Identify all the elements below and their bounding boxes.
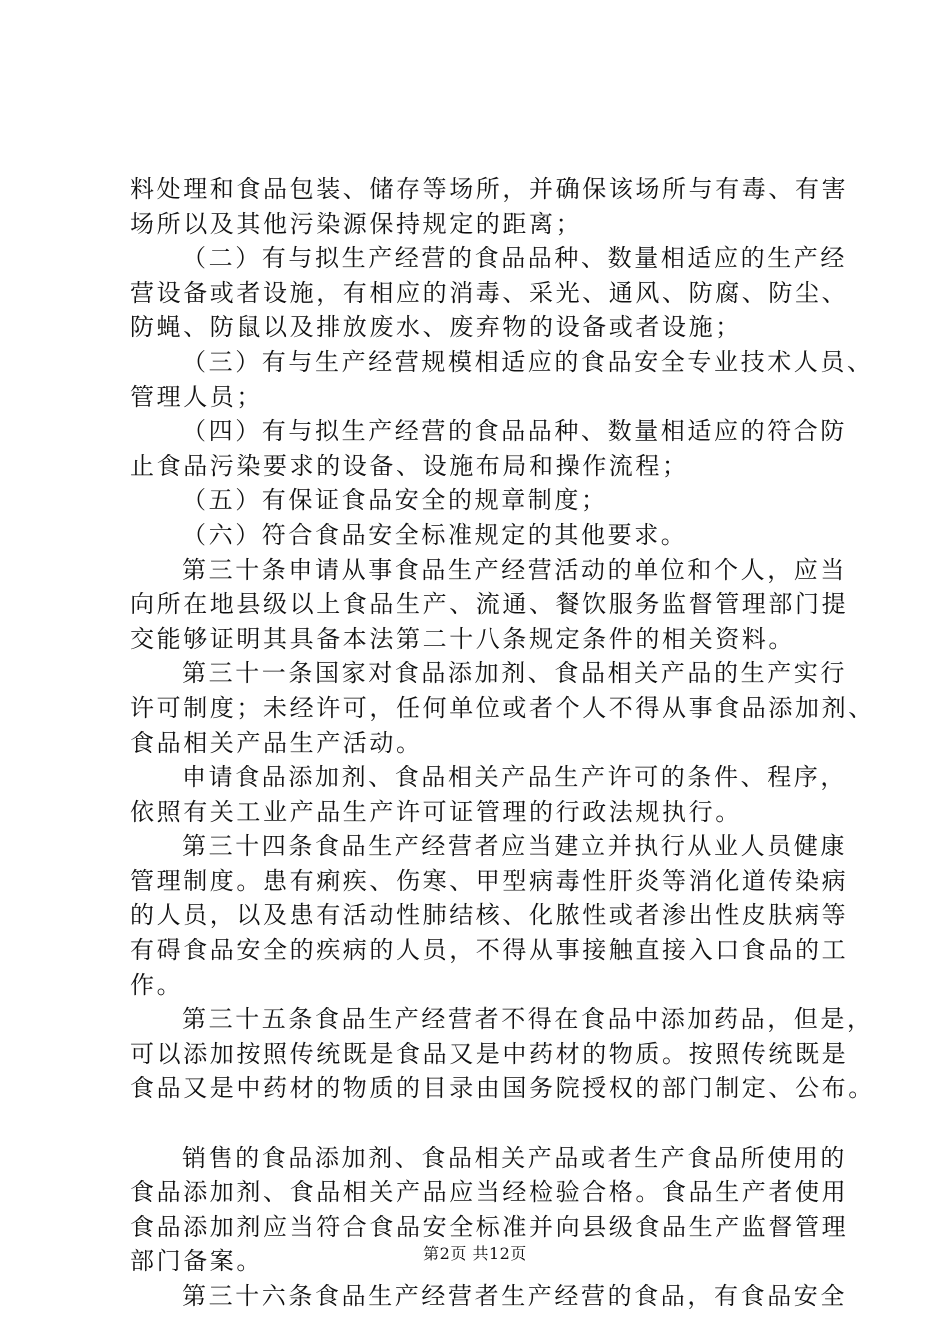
text-line: （二）有与拟生产经营的食品品种、数量相适应的生产经: [182, 244, 847, 273]
text-line: 的人员，以及患有活动性肺结核、化脓性或者渗出性皮肤病等: [130, 901, 849, 930]
text-line: 部门备案。: [130, 1247, 263, 1276]
text-line: （六）符合食品安全标准规定的其他要求。: [182, 520, 688, 549]
text-line: 作。: [130, 970, 184, 999]
text-line: 申请食品添加剂、食品相关产品生产许可的条件、程序，: [182, 763, 847, 792]
text-line: 第三十四条食品生产经营者应当建立并执行从业人员健康: [182, 832, 847, 861]
text-line: 料处理和食品包装、储存等场所，并确保该场所与有毒、有害: [130, 175, 849, 203]
text-line: 销售的食品添加剂、食品相关产品或者生产食品所使用的: [182, 1143, 847, 1172]
text-line: 有碍食品安全的疾病的人员，不得从事接触直接入口食品的工: [130, 936, 849, 965]
text-line: 依照有关工业产品生产许可证管理的行政法规执行。: [130, 797, 742, 826]
text-line: （三）有与生产经营规模相适应的食品安全专业技术人员、: [182, 347, 874, 376]
text-line: 可以添加按照传统既是食品又是中药材的物质。按照传统既是: [130, 1039, 849, 1068]
text-line: 止食品污染要求的设备、设施布局和操作流程；: [130, 451, 689, 480]
text-line: 防蝇、防鼠以及排放废水、废弃物的设备或者设施；: [130, 313, 742, 342]
text-line: 食品又是中药材的物质的目录由国务院授权的部门制定、公布。: [130, 1074, 875, 1103]
text-line: 食品添加剂应当符合食品安全标准并向县级食品生产监督管理: [130, 1212, 849, 1241]
text-line: 管理人员；: [130, 382, 263, 411]
document-body: [130, 172, 875, 1314]
text-line: （五）有保证食品安全的规章制度；: [182, 486, 608, 515]
text-line: 食品添加剂、食品相关产品应当经检验合格。食品生产者使用: [130, 1178, 849, 1207]
text-line: 管理制度。患有痢疾、伤寒、甲型病毒性肝炎等消化道传染病: [130, 866, 849, 895]
text-line: 第三十条申请从事食品生产经营活动的单位和个人，应当: [182, 555, 847, 584]
page-footer: 第2页 共12页: [423, 1244, 527, 1263]
text-line: 第三十一条国家对食品添加剂、食品相关产品的生产实行: [182, 659, 847, 688]
text-line: 第三十六条食品生产经营者生产经营的食品，有食品安全: [182, 1282, 847, 1310]
text-line: 食品相关产品生产活动。: [130, 728, 423, 757]
text-line: 交能够证明其具备本法第二十八条规定条件的相关资料。: [130, 624, 795, 653]
text-line: （四）有与拟生产经营的食品品种、数量相适应的符合防: [182, 417, 847, 446]
text-line: 营设备或者设施，有相应的消毒、采光、通风、防腐、防尘、: [130, 278, 849, 307]
text-line: 许可制度；未经许可，任何单位或者个人不得从事食品添加剂、: [130, 693, 875, 722]
text-line: 第三十五条食品生产经营者不得在食品中添加药品，但是，: [182, 1005, 874, 1034]
text-line: 向所在地县级以上食品生产、流通、餐饮服务监督管理部门提: [130, 590, 849, 619]
blank-line: [130, 1106, 840, 1141]
text-line: 场所以及其他污染源保持规定的距离；: [130, 209, 583, 238]
